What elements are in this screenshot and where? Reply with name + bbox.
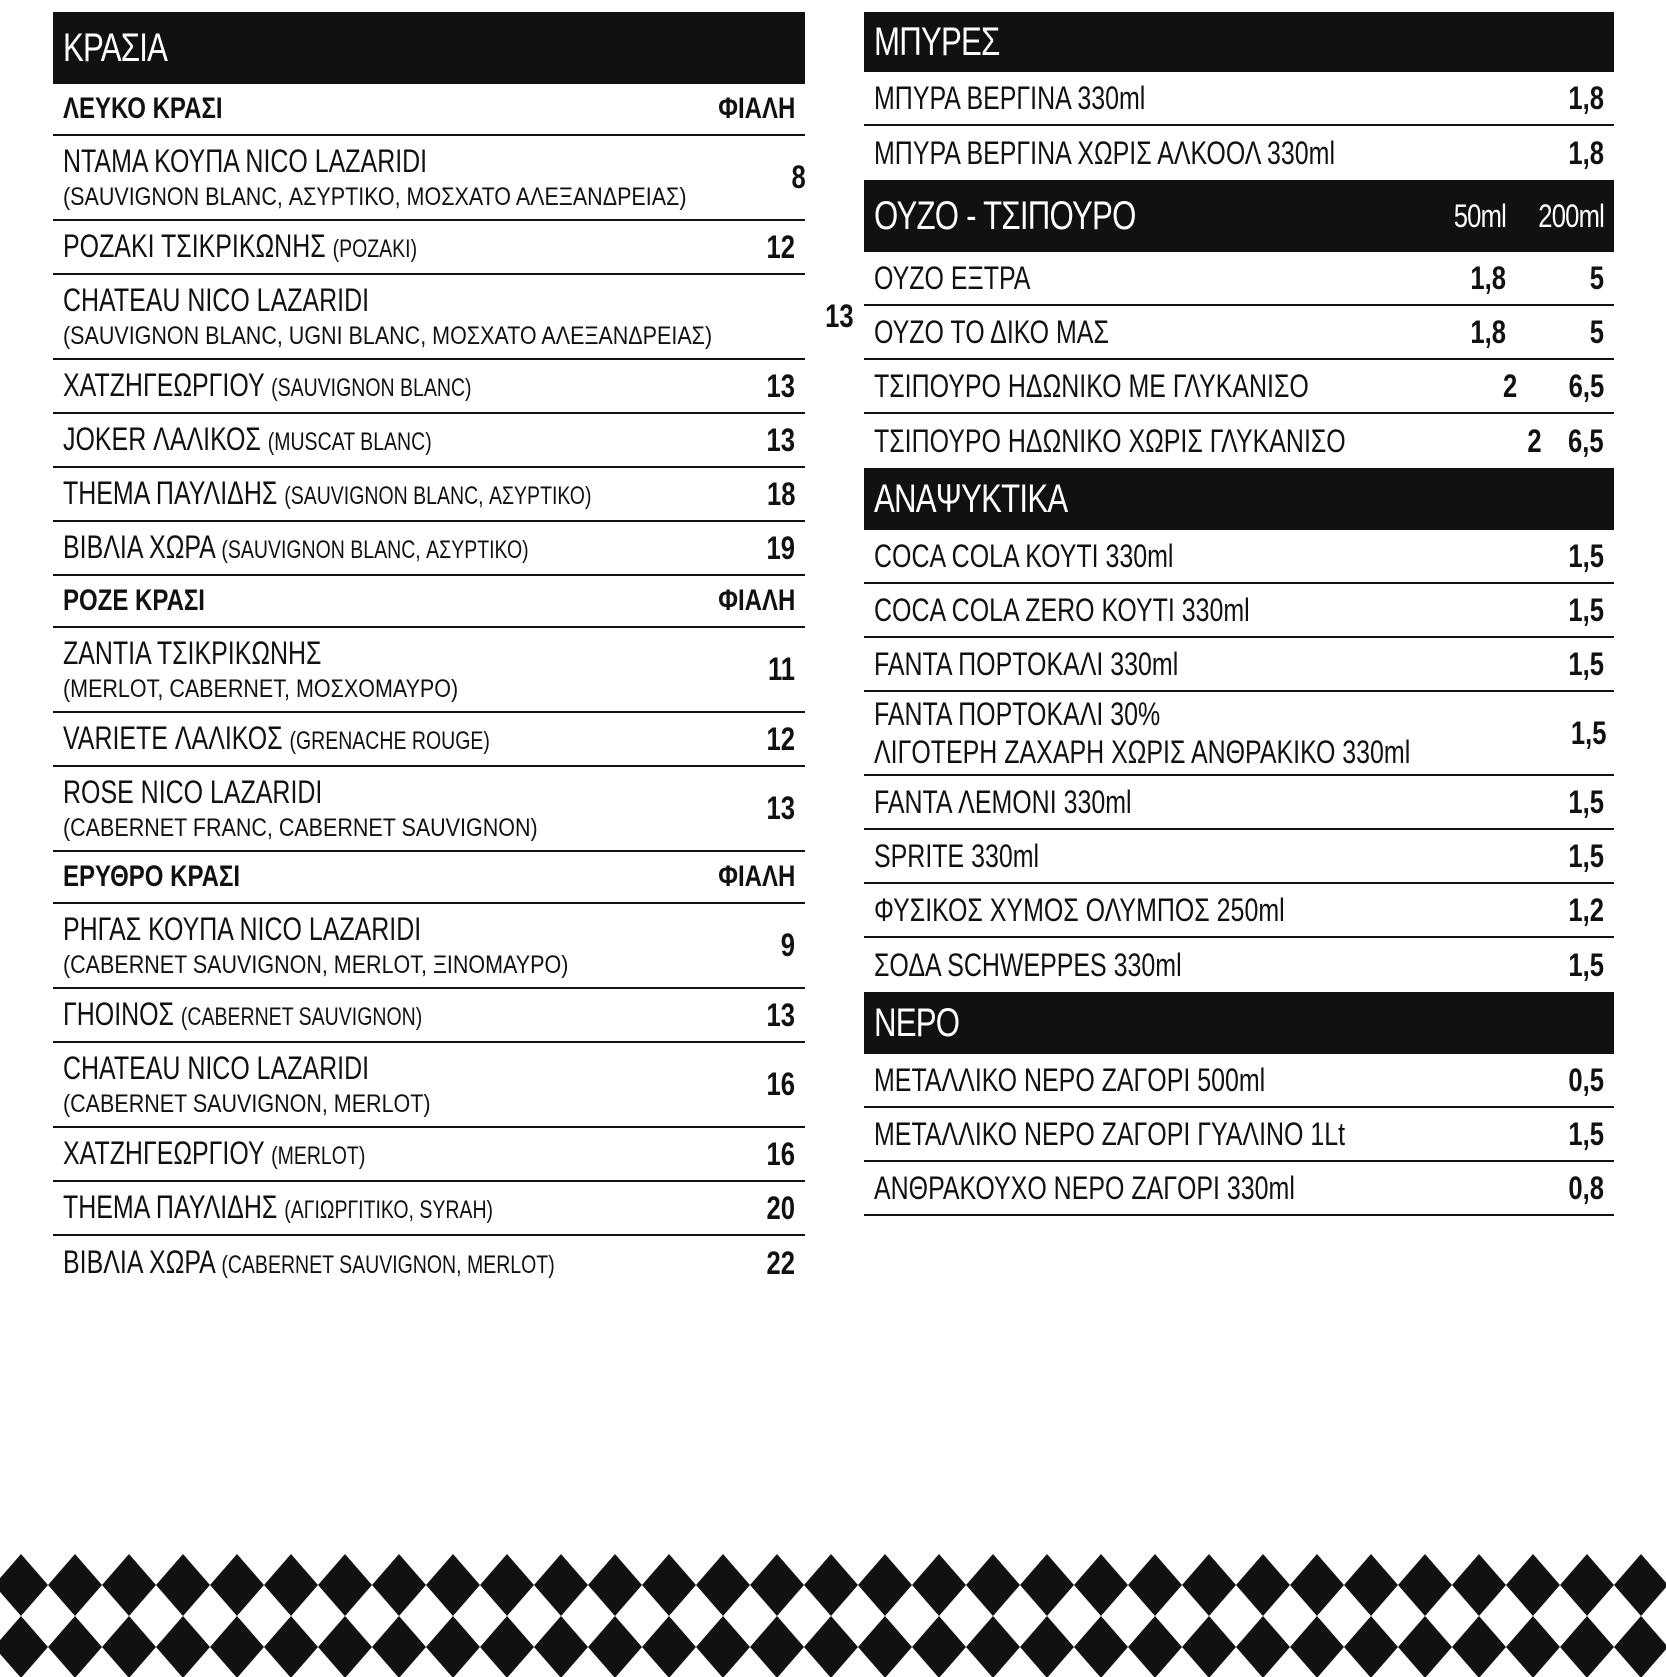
menu-item	[864, 1162, 1614, 1216]
checkered-border-pattern	[0, 1554, 1666, 1677]
menu-item	[53, 713, 805, 767]
red-wine-heading: ΕΡΥΘΡΟ ΚΡΑΣΙ	[63, 860, 241, 893]
rose-wine-bottle-label: ΦΙΑΛΗ	[717, 584, 795, 617]
menu-item	[53, 414, 805, 468]
item-name: THEMA ΠΑΥΛΙΔΗΣ	[63, 474, 278, 511]
item-name: ΒΙΒΛΙΑ ΧΩΡΑ	[63, 528, 215, 565]
soft-drinks-category-title: ΑΝΑΨΥΚΤΙΚΑ	[874, 476, 1068, 521]
item-name: ΣΟΔΑ SCHWEPPES 330ml	[874, 947, 1182, 983]
item-price: 16	[766, 1066, 795, 1102]
menu-item	[864, 1108, 1614, 1162]
item-price-50ml: 1,8	[1470, 259, 1506, 296]
item-name: ΜΠΥΡΑ ΒΕΡΓΙΝΑ 330ml	[874, 80, 1146, 116]
menu-item	[53, 275, 854, 360]
item-price: 9	[780, 927, 795, 963]
item-price: 1,5	[1568, 1115, 1604, 1152]
red-wine-subheader	[53, 852, 805, 904]
item-price: 1,8	[1568, 79, 1604, 116]
item-price: 12	[766, 228, 795, 265]
item-name: ΜΠΥΡΑ ΒΕΡΓΙΝΑ ΧΩΡΙΣ ΑΛΚΟΟΛ 330ml	[874, 135, 1335, 171]
water-category-header	[864, 992, 1614, 1054]
item-name: ΦΥΣΙΚΟΣ ΧΥΜΟΣ ΟΛΥΜΠΟΣ 250ml	[874, 892, 1285, 928]
item-price: 13	[766, 421, 795, 458]
item-price: 1,5	[1568, 946, 1604, 983]
item-name: ROSE NICO LAZARIDI	[63, 773, 323, 810]
item-name: ΑΝΘΡΑΚΟΥΧΟ ΝΕΡΟ ΖΑΓΟΡΙ 330ml	[874, 1170, 1295, 1206]
item-name: ΜΕΤΑΛΛΙΚΟ ΝΕΡΟ ΖΑΓΟΡΙ ΓΥΑΛΙΝΟ 1Lt	[874, 1116, 1346, 1152]
item-price: 0,8	[1568, 1169, 1604, 1206]
item-name: CHATEAU NICO LAZARIDI	[63, 281, 370, 318]
item-price: 1,5	[1568, 783, 1604, 820]
menu-item	[864, 306, 1614, 360]
item-name: JOKER ΛΑΛΙΚΟΣ	[63, 420, 261, 457]
item-name: ΓΗΟΙΝΟΣ	[63, 995, 174, 1032]
white-wine-heading: ΛΕΥΚΟ ΚΡΑΣΙ	[63, 92, 223, 125]
item-price: 1,8	[1568, 134, 1604, 171]
item-price: 1,5	[1568, 645, 1604, 682]
ouzo-col-50ml: 50ml	[1453, 197, 1506, 234]
white-wine-subheader	[53, 84, 805, 136]
menu-item	[53, 136, 805, 221]
item-price: 1,5	[1570, 714, 1607, 751]
menu-item	[864, 1054, 1614, 1108]
menu-item	[864, 884, 1614, 938]
item-price: 13	[824, 298, 854, 334]
rose-wine-heading: ΡΟΖΕ ΚΡΑΣΙ	[63, 584, 205, 617]
item-name: VARIETE ΛΑΛΙΚΟΣ	[63, 719, 283, 756]
wine-column	[53, 12, 854, 1290]
item-name: ΟΥΖΟ ΤΟ ΔΙΚΟ ΜΑΣ	[874, 314, 1109, 350]
menu-item	[864, 584, 1614, 638]
item-price: 12	[766, 720, 795, 757]
item-name: ΝΤΑΜΑ ΚΟΥΠΑ NICO LAZARIDI	[63, 142, 428, 179]
item-price-200ml: 6,5	[1568, 367, 1604, 404]
item-price: 0,5	[1568, 1061, 1604, 1098]
beer-category-header	[864, 12, 1614, 72]
menu-item	[53, 904, 805, 989]
wine-category-header	[53, 12, 805, 84]
menu-item	[864, 938, 1614, 992]
item-name: ΤΣΙΠΟΥΡΟ ΗΔΩΝΙΚΟ ΧΩΡΙΣ ΓΛΥΚΑΝΙΣΟ	[874, 423, 1346, 459]
item-name: FANTA ΠΟΡΤΟΚΑΛΙ 30%	[874, 696, 1161, 732]
item-grape: (MERLOT)	[271, 1141, 366, 1170]
item-name: ΟΥΖΟ ΕΞΤΡΑ	[874, 260, 1031, 296]
item-name: ΖΑΝΤΙΑ ΤΣΙΚΡΙΚΩΝΗΣ	[63, 634, 322, 671]
item-price-200ml: 5	[1589, 313, 1604, 350]
menu-item	[53, 628, 805, 713]
item-grape: (SAUVIGNON BLANC, ΑΣΥΡΤΙΚΟ, ΜΟΣΧΑΤΟ ΑΛΕΞΑΝΔΡΕΙΑΣ)	[63, 182, 687, 211]
menu-item	[864, 530, 1614, 584]
ouzo-category-title: ΟΥΖΟ - ΤΣΙΠΟΥΡΟ	[874, 193, 1136, 238]
item-name: ΜΕΤΑΛΛΙΚΟ ΝΕΡΟ ΖΑΓΟΡΙ 500ml	[874, 1062, 1266, 1098]
item-name: COCA COLA ZERO ΚΟΥΤΙ 330ml	[874, 592, 1250, 628]
menu-item	[864, 72, 1614, 126]
item-price: 18	[766, 475, 795, 512]
menu-item	[53, 522, 805, 576]
item-price-200ml: 5	[1589, 259, 1604, 296]
menu-item	[864, 126, 1614, 180]
item-price: 8	[791, 159, 806, 195]
menu-item	[864, 830, 1614, 884]
item-price: 1,2	[1568, 891, 1604, 928]
item-name: ΡΟΖΑΚΙ ΤΣΙΚΡΙΚΩΝΗΣ	[63, 227, 326, 264]
item-price: 22	[766, 1244, 795, 1281]
item-grape: (CABERNET SAUVIGNON, MERLOT)	[63, 1089, 431, 1118]
soft-drinks-category-header	[864, 468, 1614, 530]
item-grape: (SAUVIGNON BLANC)	[271, 373, 472, 402]
ouzo-col-200ml: 200ml	[1538, 197, 1604, 234]
item-grape: (ΑΓΙΩΡΓΙΤΙΚΟ, SYRAH)	[284, 1195, 494, 1224]
item-price: 16	[766, 1135, 795, 1172]
item-name: ΧΑΤΖΗΓΕΩΡΓΙΟΥ	[63, 366, 265, 403]
water-category-title: ΝΕΡΟ	[874, 1000, 960, 1045]
menu-item	[864, 360, 1614, 414]
item-price-200ml: 6,5	[1568, 422, 1604, 459]
ouzo-category-header	[864, 180, 1614, 252]
item-grape: (MERLOT, CABERNET, ΜΟΣΧΟΜΑΥΡΟ)	[63, 674, 459, 703]
menu-item	[864, 638, 1614, 692]
item-name: ΧΑΤΖΗΓΕΩΡΓΙΟΥ	[63, 1134, 265, 1171]
item-name: CHATEAU NICO LAZARIDI	[63, 1049, 370, 1086]
beer-category-title: ΜΠΥΡΕΣ	[874, 19, 1000, 64]
item-price: 20	[766, 1189, 795, 1226]
item-price: 11	[767, 651, 795, 687]
menu-item	[864, 252, 1614, 306]
menu-item	[53, 1236, 805, 1290]
item-name: ΡΗΓΑΣ ΚΟΥΠΑ NICO LAZARIDI	[63, 910, 422, 947]
menu-item	[53, 1043, 805, 1128]
item-name: ΤΣΙΠΟΥΡΟ ΗΔΩΝΙΚΟ ΜΕ ΓΛΥΚΑΝΙΣΟ	[874, 368, 1309, 404]
menu-item	[53, 468, 805, 522]
item-grape: (CABERNET SAUVIGNON)	[180, 1002, 423, 1031]
rose-wine-subheader	[53, 576, 805, 628]
menu-item	[53, 360, 805, 414]
menu-item	[53, 989, 805, 1043]
item-name: ΒΙΒΛΙΑ ΧΩΡΑ	[63, 1243, 215, 1280]
item-grape: (CABERNET FRANC, CABERNET SAUVIGNON)	[63, 813, 538, 842]
menu-item	[864, 776, 1614, 830]
white-wine-bottle-label: ΦΙΑΛΗ	[717, 92, 795, 125]
wine-category-title: ΚΡΑΣΙΑ	[63, 25, 168, 70]
item-name: FANTA ΛΕΜΟΝΙ 330ml	[874, 784, 1132, 820]
item-grape: (ΡΟΖΑΚΙ)	[332, 234, 418, 263]
red-wine-bottle-label: ΦΙΑΛΗ	[717, 860, 795, 893]
menu-item	[53, 767, 805, 852]
item-price: 1,5	[1568, 837, 1604, 874]
item-name: FANTA ΠΟΡΤΟΚΑΛΙ 330ml	[874, 646, 1179, 682]
menu-item	[53, 1182, 805, 1236]
item-grape: (SAUVIGNON BLANC, UGNI BLANC, ΜΟΣΧΑΤΟ ΑΛΕΞΑΝΔΡΕΙΑΣ)	[63, 321, 713, 350]
item-name: THEMA ΠΑΥΛΙΔΗΣ	[63, 1188, 278, 1225]
menu-item	[53, 221, 805, 275]
item-price-50ml: 2	[1503, 367, 1518, 404]
drinks-column	[864, 12, 1614, 1216]
item-grape: (SAUVIGNON BLANC, ΑΣΥΡΤΙΚΟ)	[221, 535, 529, 564]
item-grape: (CABERNET SAUVIGNON, MERLOT)	[221, 1250, 555, 1279]
item-price: 1,5	[1568, 537, 1604, 574]
item-grape: (SAUVIGNON BLANC, ΑΣΥΡΤΙΚΟ)	[284, 481, 592, 510]
item-grape: (MUSCAT BLANC)	[267, 427, 432, 456]
item-price: 13	[766, 367, 795, 404]
item-name: COCA COLA ΚΟΥΤΙ 330ml	[874, 538, 1174, 574]
item-grape: (GRENACHE ROUGE)	[289, 726, 490, 755]
menu-item	[864, 414, 1614, 468]
item-name-line2: ΛΙΓΟΤΕΡΗ ΖΑΧΑΡΗ ΧΩΡΙΣ ΑΝΘΡΑΚΙΚΟ 330ml	[874, 734, 1411, 770]
item-price-50ml: 2	[1527, 422, 1542, 459]
menu-item	[53, 1128, 805, 1182]
item-price: 1,5	[1568, 591, 1604, 628]
item-name: SPRITE 330ml	[874, 838, 1040, 874]
item-grape: (CABERNET SAUVIGNON, MERLOT, ΞΙΝΟΜΑΥΡΟ)	[63, 950, 569, 979]
menu-item	[864, 692, 1614, 776]
item-price: 13	[766, 996, 795, 1033]
item-price: 13	[766, 790, 795, 826]
item-price-50ml: 1,8	[1470, 313, 1506, 350]
item-price: 19	[766, 529, 795, 566]
